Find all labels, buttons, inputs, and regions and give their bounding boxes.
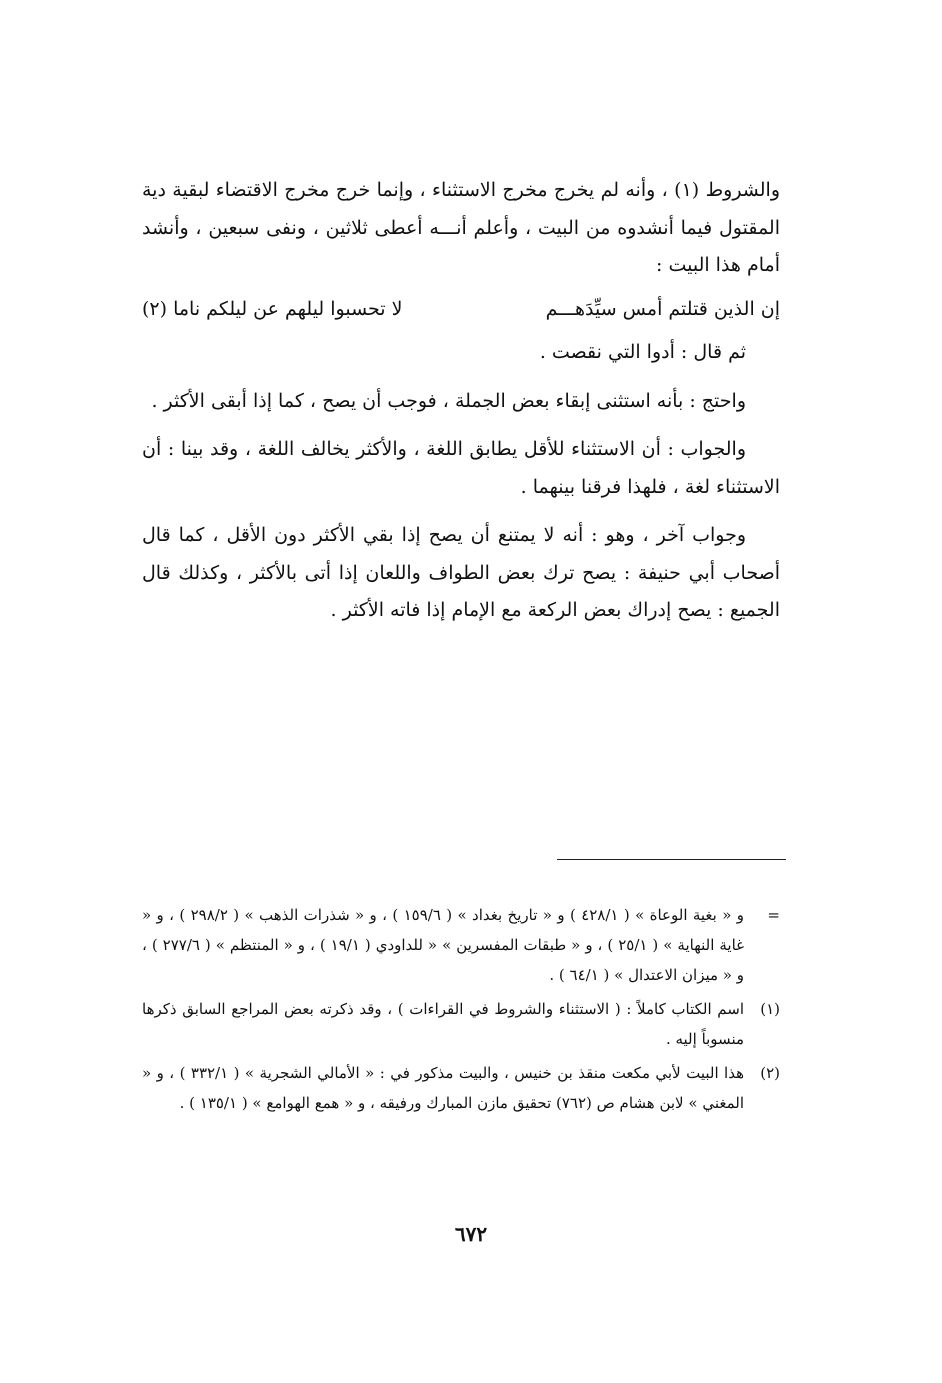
footnote-continuation: [142, 900, 780, 990]
verse-second-hemistich: لا تحسبوا ليلهم عن ليلكم ناما (٢): [142, 297, 403, 320]
footnote-marker: (٢): [760, 1064, 780, 1082]
poetry-verse: [142, 291, 780, 329]
footnote-1: [142, 994, 780, 1054]
footnote-marker: =: [767, 906, 780, 924]
page-number: ٦٧٢: [454, 1222, 488, 1246]
paragraph-5: وجواب آخر ، وهو : أنه لا يمتنع أن يصح إذا بقي الأكثر دون الأقل ، كما قال أصحاب أبي حنيفة : يصح ترك بعض الطواف واللعان إذا أتى بالأكثر ، وكذلك قال الجميع : يصح إدراك بعض الركعة مع الإمام إذا فاته الأكثر .: [142, 524, 780, 621]
paragraph-1: والشروط (١) ، وأنه لم يخرج مخرج الاستثناء ، وإنما خرج مخرج الاقتضاء لبقية دية المقتول فيما أنشدوه من البيت ، وأعلم أنـــه أعطى ثلاثين ، ونفى سبعين ، وأنشد أمام هذا البيت :: [142, 179, 780, 276]
verse-first-hemistich: إن الذين قتلتم أمس سيِّدَهـــم: [545, 297, 780, 320]
footnotes: [142, 900, 780, 1122]
footnote-marker: (١): [760, 1000, 780, 1018]
paragraph-4: والجواب : أن الاستثناء للأقل يطابق اللغة ، والأكثر يخالف اللغة ، وقد بينا : أن الاستثناء لغة ، فلهذا فرقنا بينهما .: [142, 438, 780, 498]
footnote-divider: [557, 859, 786, 860]
main-text: [142, 172, 780, 630]
paragraph-3: واحتج : بأنه استثنى إبقاء بعض الجملة ، فوجب أن يصح ، كما إذا أبقى الأكثر .: [151, 389, 746, 412]
paragraph-2: ثم قال : أدوا التي نقصت .: [539, 341, 746, 363]
footnote-text: و « بغية الوعاة » ( ٤٢٨/١ ) و « تاريخ بغداد » ( ١٥٩/٦ ) ، و « شذرات الذهب » ( ٢٩٨/٢ ) ، و « غاية النهاية » ( ٢٥/١ ) ، و « طبقات المفسرين » « للداودي ( ١٩/١ ) ، و « المنتظم » ( ٢٧٧/٦ ) ، و « ميزان الاعتدال » ( ٦٤/١ ) .: [142, 906, 745, 984]
footnote-text: هذا البيت لأبي مكعت منقذ بن خنيس ، والبيت مذكور في : « الأمالي الشجرية » ( ٣٣٢/١ ) ، و « المغني » لابن هشام ص (٧٦٢) تحقيق مازن المبارك ورفيقه ، و « همع الهوامع » ( ١٣٥/١ ) .: [142, 1064, 745, 1112]
footnote-text: اسم الكتاب كاملاً : ( الاستثناء والشروط في القراءات ) ، وقد ذكرته بعض المراجع السابق ذكرها منسوباً إليه .: [142, 1000, 744, 1048]
footnote-2: [142, 1058, 780, 1118]
